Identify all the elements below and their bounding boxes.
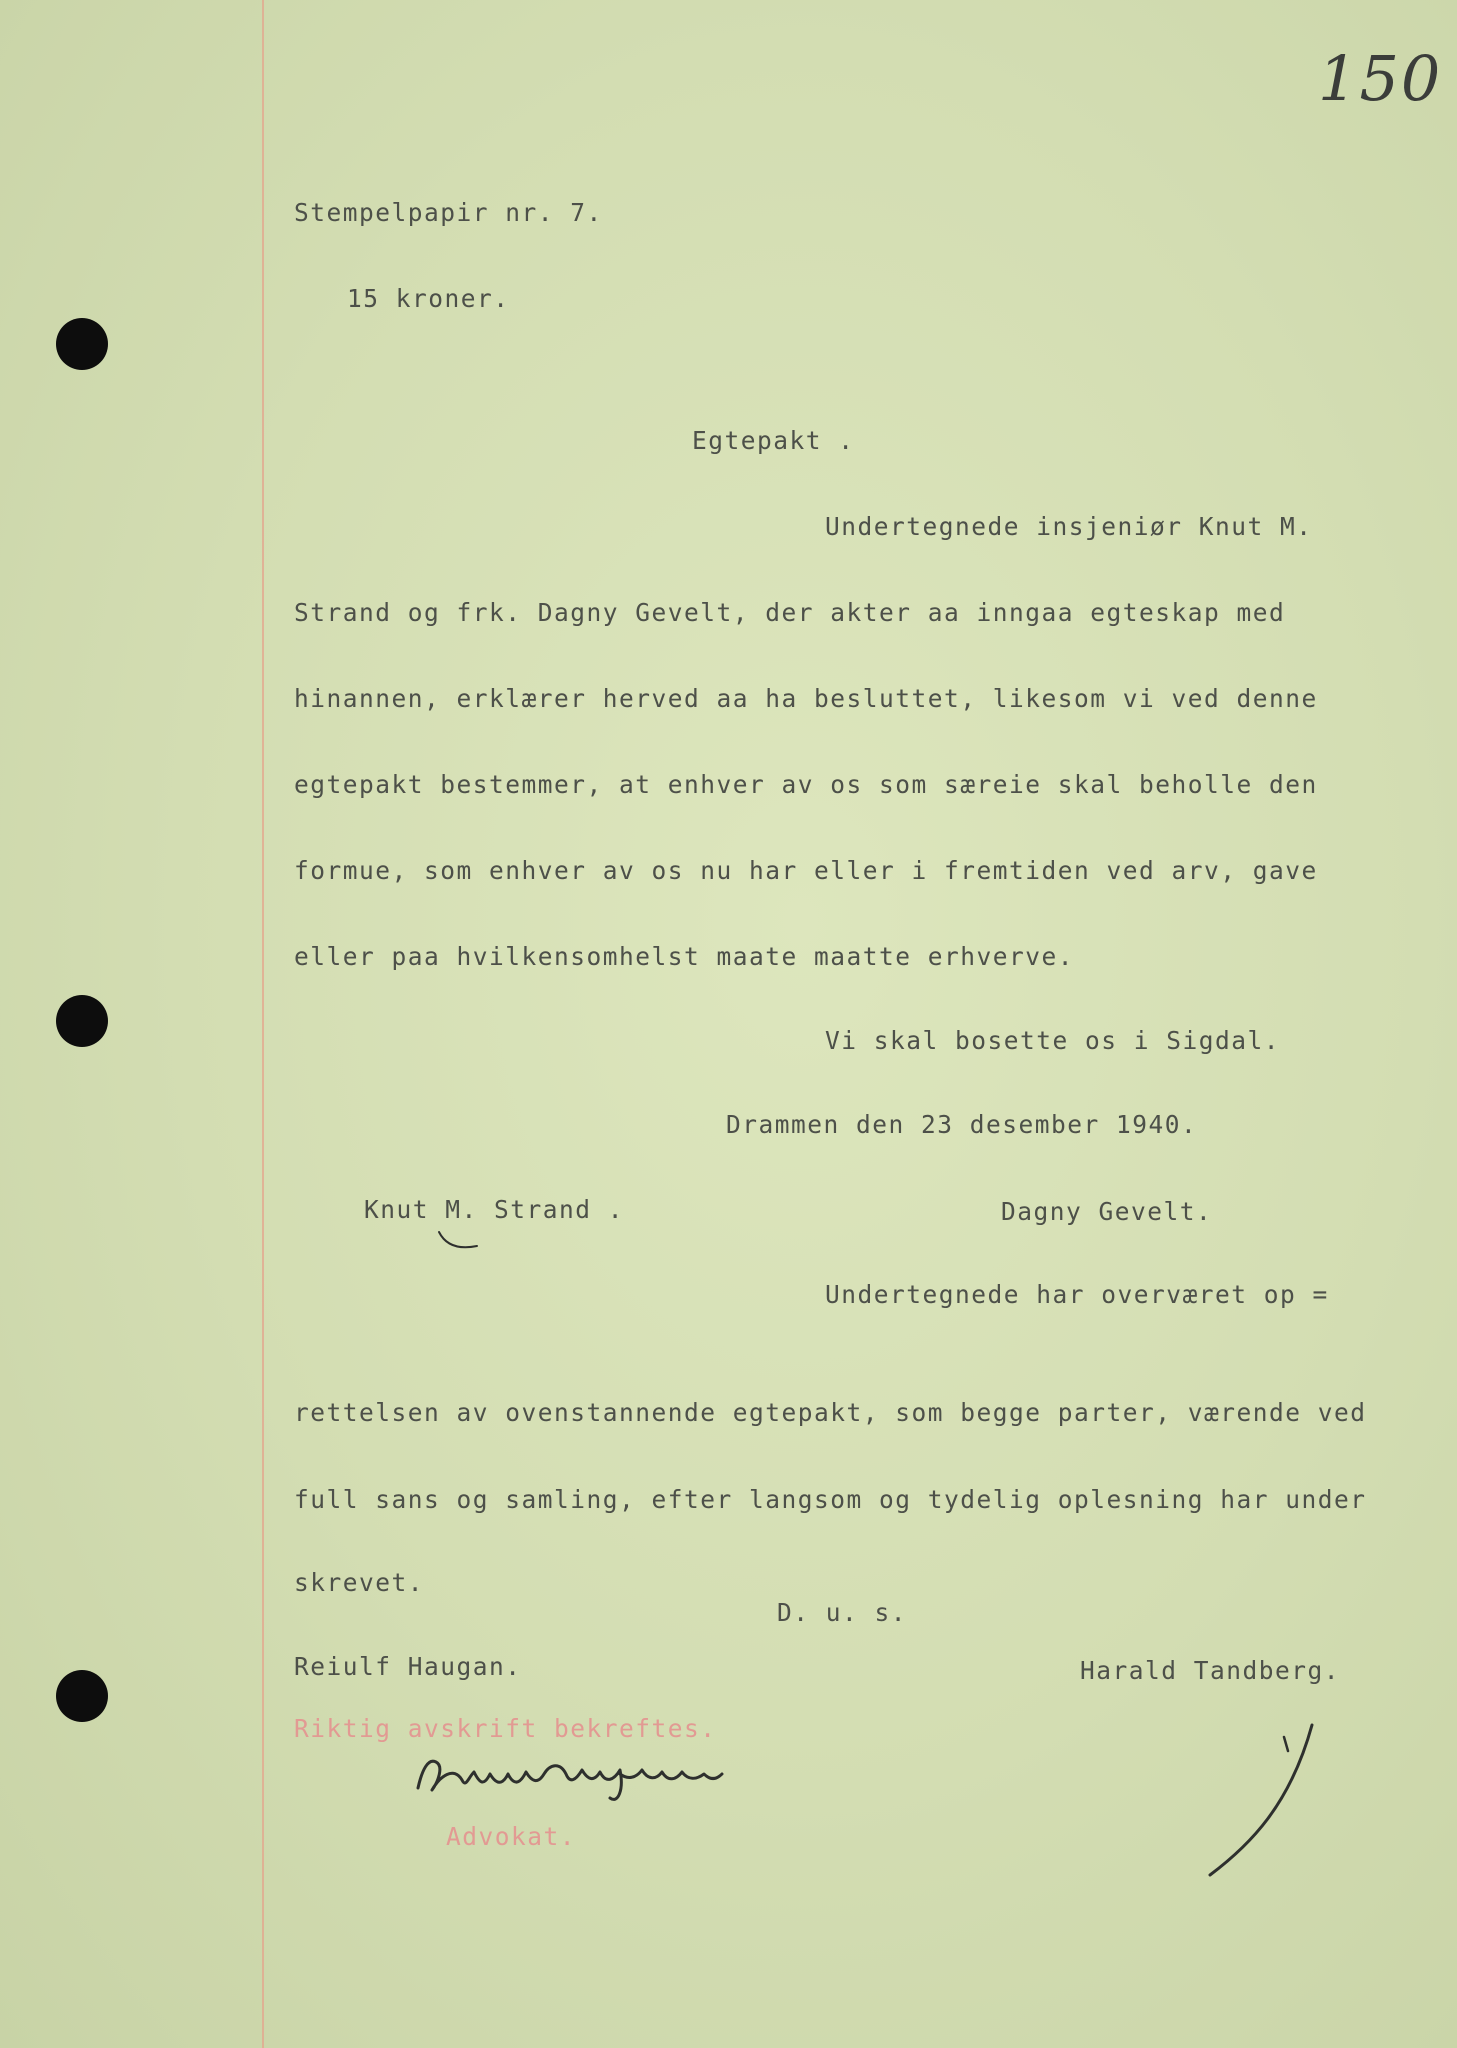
- body-line-1: Undertegnede insjeniør Knut M.: [825, 512, 1313, 541]
- witness-right: Harald Tandberg.: [1080, 1656, 1341, 1685]
- party-right: Dagny Gevelt.: [1001, 1197, 1213, 1226]
- witness-line-2: rettelsen av ovenstannende egtepakt, som begge parter, værende ved: [294, 1398, 1367, 1427]
- flourish-mark: [1200, 1715, 1360, 1885]
- witness-left: Reiulf Haugan.: [294, 1652, 522, 1681]
- lawyer-signature: [410, 1740, 790, 1820]
- body-line-6: eller paa hvilkensomhelst maate maatte erhverve.: [294, 942, 1075, 971]
- witness-line-1: Undertegnede har overværet op =: [825, 1280, 1329, 1309]
- punch-hole-middle: [56, 995, 108, 1047]
- witness-line-4: skrevet.: [294, 1568, 425, 1597]
- body-line-3: hinannen, erklærer herved aa ha besluttet, likesom vi ved denne: [294, 684, 1318, 713]
- handwritten-m-underline: [435, 1228, 485, 1258]
- page-number: 150: [1318, 42, 1443, 115]
- header-price: 15 kroner.: [347, 284, 510, 313]
- witness-line-3: full sans og samling, efter langsom og tydelig oplesning har under: [294, 1485, 1367, 1514]
- margin-line: [262, 0, 264, 2048]
- body-line-4: egtepakt bestemmer, at enhver av os som særeie skal beholle den: [294, 770, 1318, 799]
- body-line-7: Vi skal bosette os i Sigdal.: [825, 1026, 1281, 1055]
- certification-stamp: Riktig avskrift bekreftes.: [294, 1714, 717, 1743]
- punch-hole-top: [56, 318, 108, 370]
- party-left: Knut M. Strand .: [364, 1195, 625, 1224]
- body-line-2: Strand og frk. Dagny Gevelt, der akter aa inngaa egteskap med: [294, 598, 1286, 627]
- place-date: Drammen den 23 desember 1940.: [726, 1110, 1198, 1139]
- punch-hole-bottom: [56, 1670, 108, 1722]
- closing-dus: D. u. s.: [777, 1598, 908, 1627]
- document-title: Egtepakt .: [692, 426, 855, 455]
- advokat-stamp: Advokat.: [446, 1822, 577, 1851]
- header-stamp-paper: Stempelpapir nr. 7.: [294, 198, 603, 227]
- body-line-5: formue, som enhver av os nu har eller i fremtiden ved arv, gave: [294, 856, 1318, 885]
